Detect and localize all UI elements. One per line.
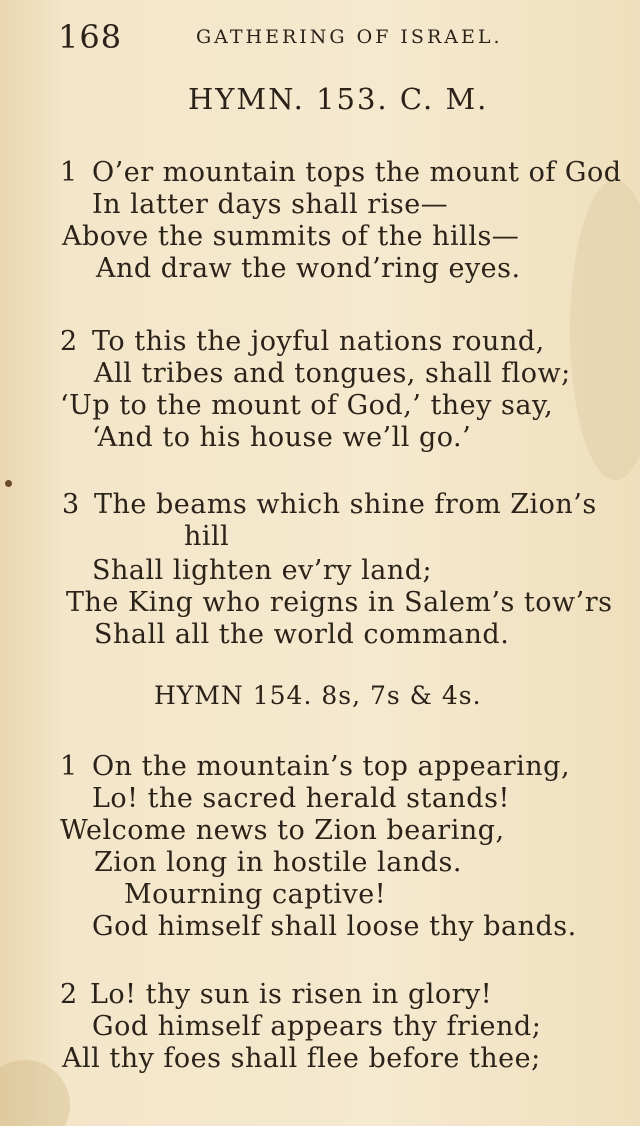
verse-line: And draw the wond’ring eyes. — [96, 253, 521, 284]
verse-line: Lo! thy sun is risen in glory! — [90, 979, 493, 1010]
verse-line: On the mountain’s top appearing, — [92, 751, 571, 782]
hymn-153-title: HYMN. 153. C. M. — [188, 82, 489, 116]
verse-line: To this the joyful nations round, — [92, 326, 545, 357]
verse-line: God himself shall loose thy bands. — [92, 911, 577, 942]
verse-number: 2 — [60, 979, 78, 1010]
verse-line: The King who reigns in Salem’s tow’rs — [66, 587, 613, 618]
verse-line: The beams which shine from Zion’s — [94, 489, 597, 520]
verse-line: Mourning captive! — [124, 879, 387, 910]
verse-line: Shall lighten ev’ry land; — [92, 555, 433, 586]
paper-stain — [0, 1060, 70, 1126]
verse-line: Shall all the world command. — [94, 619, 510, 650]
page-number: 168 — [58, 18, 123, 56]
verse-number: 1 — [60, 751, 78, 782]
verse-number: 1 — [60, 157, 78, 188]
verse-line: ‘Up to the mount of God,’ they say, — [60, 390, 554, 421]
verse-line: O’er mountain tops the mount of God — [92, 157, 622, 188]
verse-line: Above the summits of the hills— — [62, 221, 520, 252]
verse-number: 2 — [60, 326, 78, 357]
verse-line: ‘And to his house we’ll go.’ — [92, 422, 472, 453]
verse-line: hill — [184, 521, 230, 552]
verse-line: Zion long in hostile lands. — [94, 847, 462, 878]
verse-line: Lo! the sacred herald stands! — [92, 783, 510, 814]
verse-line: All tribes and tongues, shall flow; — [94, 358, 571, 389]
paper-stain — [570, 180, 640, 480]
hymn-154-title: HYMN 154. 8s, 7s & 4s. — [154, 681, 482, 710]
verse-line: All thy foes shall flee before thee; — [62, 1043, 541, 1074]
ink-dot — [5, 480, 12, 487]
verse-line: God himself appears thy friend; — [92, 1011, 542, 1042]
verse-line: In latter days shall rise— — [92, 189, 449, 220]
running-title: GATHERING OF ISRAEL. — [196, 26, 503, 48]
verse-number: 3 — [62, 489, 80, 520]
verse-line: Welcome news to Zion bearing, — [60, 815, 505, 846]
